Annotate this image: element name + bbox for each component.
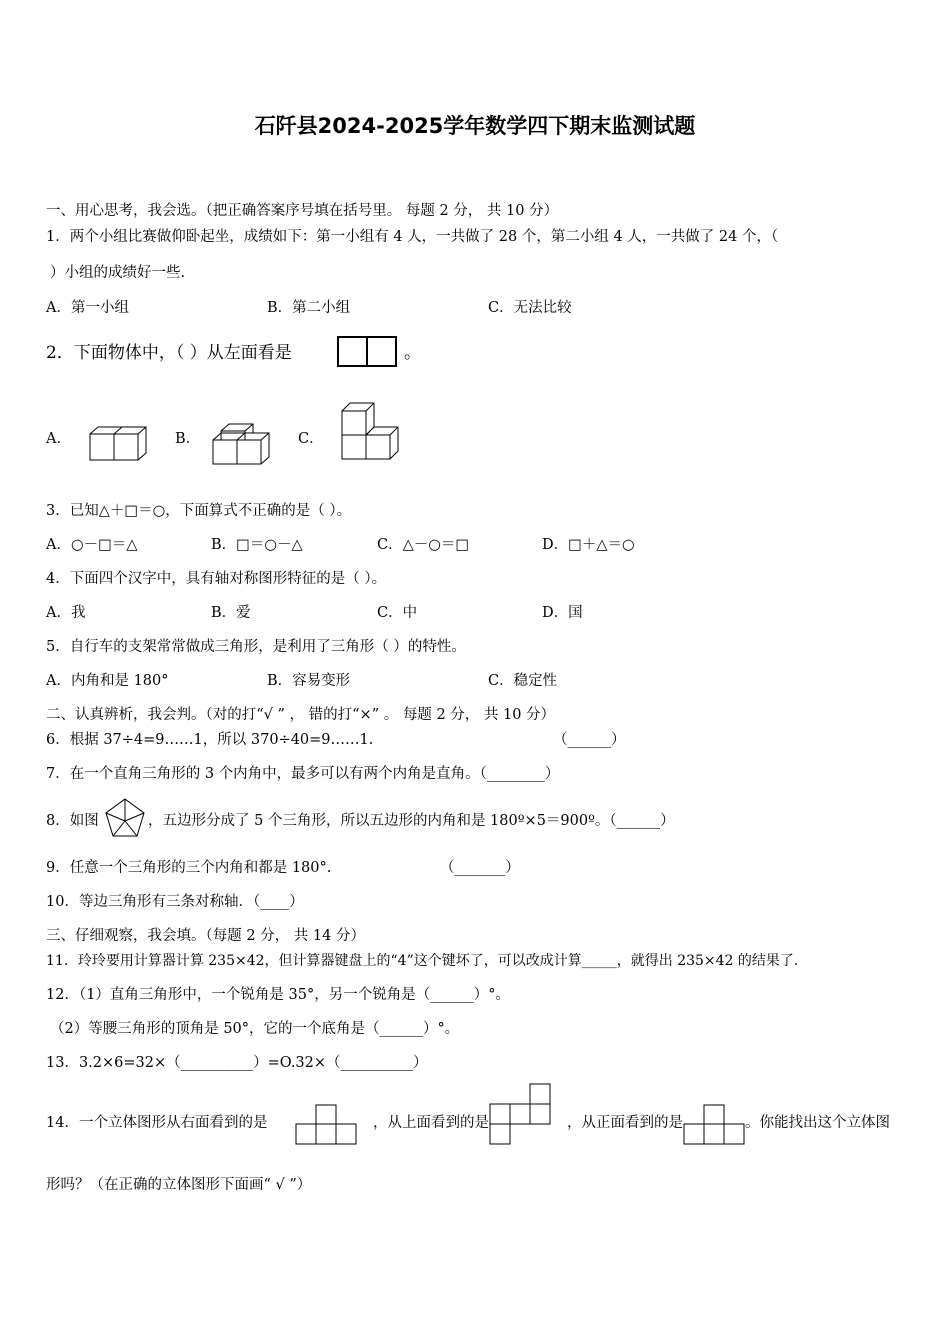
q2-option-b-figure [210,420,272,468]
q2-prefix: 2．下面物体中，（ ）从左面看是 [46,343,292,363]
q8-text: ，五边形分成了 5 个三角形，所以五边形的内角和是 180º×5＝900º。（______） [148,813,675,829]
q6-text: 6．根据 37÷4=9……1，所以 370÷40=9……1. [46,732,374,748]
q3-option-d: D．□＋△＝○ [542,537,635,553]
q2-suffix: 。 [404,343,421,363]
q14-part-a: 14．一个立体图形从右面看到的是 [46,1115,268,1131]
section2-heading: 二、认真辨析，我会判。（对的打“√ ” ， 错的打“×” 。 每题 2 分， 共 10 分） [46,707,556,723]
q3-text: 3．已知△＋□＝○，下面算式不正确的是（ ）。 [46,503,352,519]
q2-option-a: A． [46,431,71,447]
q5-text: 5．自行车的支架常常做成三角形，是利用了三角形（ ）的特性。 [46,639,466,655]
q14-front-view-figure [683,1104,745,1146]
q1-line1: 1．两个小组比赛做仰卧起坐，成绩如下：第一小组有 4 人，一共做了 28 个，第二小组 4 人，一共做了 24 个，（ [46,229,779,245]
q10-text: 10．等边三角形有三条对称轴．（____） [46,894,304,910]
q5-option-c: C．稳定性 [488,673,558,689]
q4-option-d: D．国 [542,605,583,621]
page-title: 石阡县2024-2025学年数学四下期末监测试题 [254,114,696,138]
q14-line2: 形吗？（在正确的立体图形下面画“ √ ”） [46,1177,312,1193]
q4-option-a: A．我 [46,605,86,621]
q12-part1: 12．（1）直角三角形中，一个锐角是 35°，另一个锐角是（______）°。 [46,987,510,1003]
section1-heading: 一、用心思考，我会选。（把正确答案序号填在括号里。 每题 2 分， 共 10 分） [46,203,559,219]
q14-right-view-figure [295,1104,357,1146]
q5-option-a: A．内角和是 180° [46,673,169,689]
q8-prefix: 8．如图 [46,813,99,829]
q11-text: 11．玲玲要用计算器计算 235×42，但计算器键盘上的“4”这个键坏了，可以改成计算_____，就得出 235×42 的结果了. [46,953,799,969]
section3-heading: 三、仔细观察，我会填。（每题 2 分， 共 14 分） [46,928,365,944]
q4-text: 4．下面四个汉字中，具有轴对称图形特征的是（ ）。 [46,571,387,587]
q2-option-a-figure [88,424,148,464]
q3-option-c: C．△－○＝□ [377,537,470,553]
q7-text: 7．在一个直角三角形的 3 个内角中，最多可以有两个内角是直角。（________） [46,766,560,782]
q14-top-view-figure [489,1083,551,1145]
q3-option-b: B．□＝○－△ [211,537,303,553]
q9-answer-blank[interactable]: （_______） [440,860,520,876]
q2-option-c: C． [298,431,324,447]
q4-option-b: B．爱 [211,605,251,621]
q2-left-view-figure [337,336,399,368]
q4-option-c: C．中 [377,605,418,621]
q5-option-b: B．容易变形 [267,673,351,689]
q14-part-b: ，从上面看到的是 [373,1115,489,1131]
q12-part2: （2）等腰三角形的顶角是 50°，它的一个底角是（______）°。 [50,1021,460,1037]
q9-text: 9．任意一个三角形的三个内角和都是 180°. [46,860,332,876]
q3-option-a: A．○－□＝△ [46,537,138,553]
q1-option-c: C．无法比较 [488,300,572,316]
q2-option-b: B． [175,431,201,447]
q6-answer-blank[interactable]: （______） [553,732,626,748]
q1-option-a: A．第一小组 [46,300,129,316]
q8-pentagon-figure [104,797,146,839]
q14-part-c: ，从正面看到的是 [567,1115,683,1131]
q13-text: 13．3.2×6=32×（__________）=O.32×（__________） [46,1055,428,1071]
q1-option-b: B．第二小组 [267,300,351,316]
q2-option-c-figure [338,398,402,462]
q14-part-d: 。你能找出这个立体图 [745,1115,890,1131]
q1-line2: ）小组的成绩好一些. [50,265,186,281]
